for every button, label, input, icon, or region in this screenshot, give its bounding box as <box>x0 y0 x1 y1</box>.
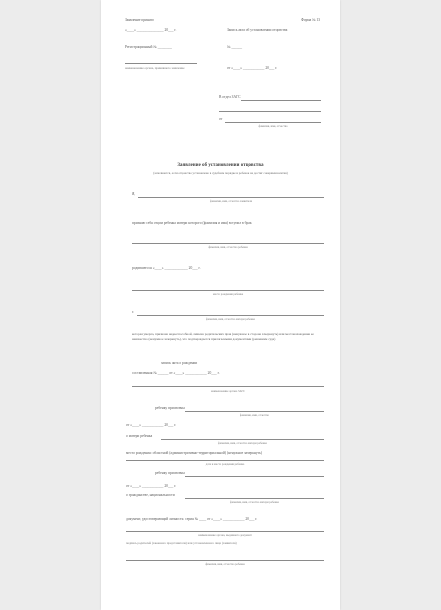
received-label: Заявление принято <box>125 18 154 22</box>
mother-info: о гражданстве, национальности <box>126 493 175 497</box>
birth-statement: место рождения: областной (административно-территориальной) (ненужное зачеркнуть) <box>126 451 263 455</box>
page-title: Заявление об установлении отцовства <box>177 163 264 168</box>
birth-caption: дата и место рождения ребенка <box>205 462 245 466</box>
mother-label: о матери ребенка <box>126 434 153 438</box>
record-number: № ______ <box>227 45 243 49</box>
doc-org-caption: наименование органа, выдавшего документ <box>198 533 252 537</box>
recognize-line: признаю себя отцом ребенка матери которого (фамилия и имя) вступил в брак <box>132 221 252 225</box>
zags-line <box>241 100 321 101</box>
child-fio-label: ребенку присвоены <box>155 406 185 410</box>
received-date: «____» _______________ 20___ г. <box>125 28 177 32</box>
mother-info-caption: фамилия, имя, отчество матери ребенка <box>230 500 279 504</box>
child-line <box>132 243 324 244</box>
from-caption: фамилия, имя, отчество <box>258 124 288 128</box>
city-label: г. <box>132 310 134 314</box>
condition-paragraph: которая умерла, признана недееспособной, лишена родительских прав (ненужное в стороне зачеркнуть) или местонахождение ее неизвестно (ненужное зачеркнуть), что подтверждается прилагаемыми документами (решением суда) <box>132 332 314 341</box>
child-fio-line <box>185 411 324 412</box>
signature-line: подпись родителей (законного представителя) или установленного лица (заявителя) <box>126 541 237 545</box>
zags-body-caption: наименование органа ЗАГС <box>210 389 246 393</box>
form-label: Форма № 13 <box>301 18 321 22</box>
document-line: документ, удостоверяющий личность: серия № ____ от «____» ____________ 20___ г. <box>126 517 258 521</box>
doc-org-line <box>126 531 324 532</box>
from-line <box>225 122 321 123</box>
organ-caption: наименование органа, принявшего заявление <box>125 66 185 70</box>
zags-body-line <box>132 386 324 387</box>
last-caption: фамилия, имя, отчество ребенка <box>205 562 245 566</box>
born-date: родившегося «____» _____________ 20___ г. <box>132 266 201 270</box>
mother-label-caption: фамилия, имя, отчество матери ребенка <box>218 441 267 445</box>
mother-info-line <box>185 498 324 499</box>
record-title: Запись акта об установлении отцовства <box>227 28 288 32</box>
from-label: от <box>219 117 223 121</box>
child-fio-label-2: ребенку присвоены <box>155 471 185 475</box>
date-line: от «____» ____________ 20___ г. <box>126 423 177 427</box>
zags-label: В отдел ЗАГС <box>219 95 241 99</box>
page-subtitle: (заполняется, если отцовство установлено в судебном порядке и ребенок не достиг совершеннолетия) <box>153 171 288 175</box>
birthplace-line <box>132 290 324 291</box>
record-number-line: составленная № ______ от «____» ____________ 20___ г. <box>132 371 220 375</box>
zags-line-2 <box>219 111 321 112</box>
birthplace-caption: место рождения ребенка <box>212 292 244 296</box>
last-line <box>126 560 324 561</box>
child-fio-caption: фамилия, имя, отчество <box>239 413 270 417</box>
fio-line <box>138 197 324 198</box>
registration-number: Регистрационный № ________ <box>125 45 172 49</box>
date-line-2: от «____» ____________ 20___ г. <box>126 484 177 488</box>
child-caption: фамилия, имя, отчество ребенка <box>208 245 248 249</box>
record-date: от «____» ____________ 20___ г. <box>227 66 278 70</box>
mother-caption: фамилия, имя, отчество матери ребенка <box>206 317 255 321</box>
organ-line <box>125 63 197 64</box>
mother-label-line <box>161 439 324 440</box>
child-fio-line-2 <box>185 476 324 477</box>
document-page <box>101 0 340 610</box>
fio-caption: фамилия, имя, отчество заявителя <box>210 199 252 203</box>
record-line: запись акта о рождении <box>161 361 198 365</box>
i-label: Я, <box>132 192 136 196</box>
mother-line <box>137 315 324 316</box>
birth-line <box>126 460 324 461</box>
